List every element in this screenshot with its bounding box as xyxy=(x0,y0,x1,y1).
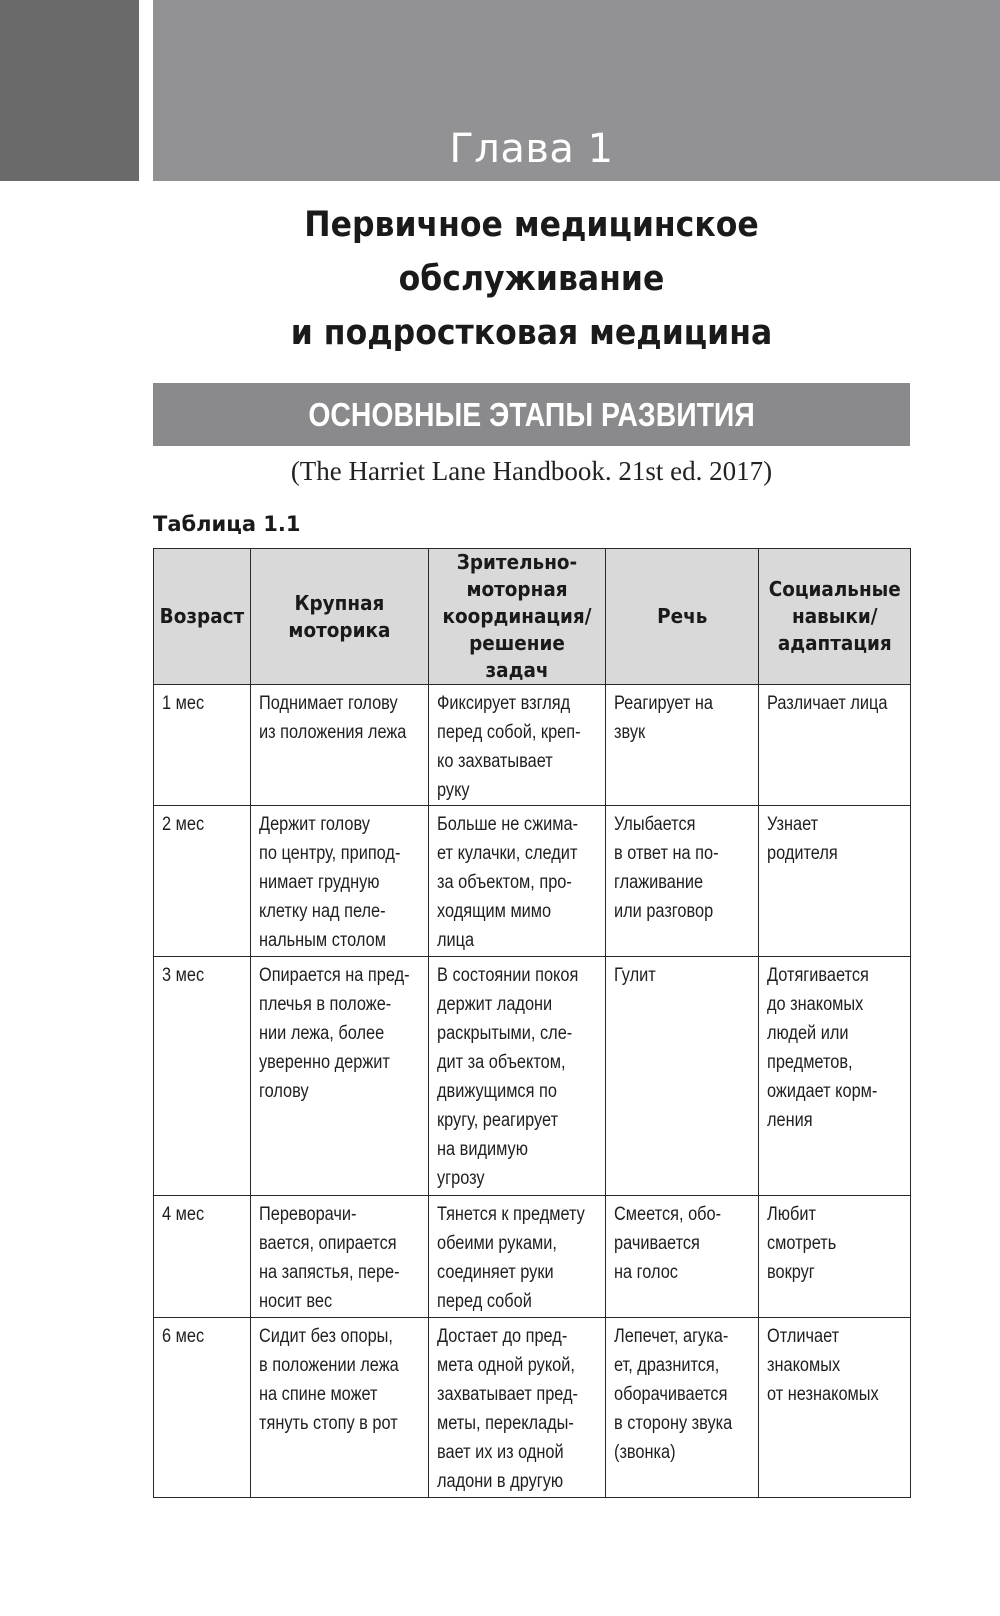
cell-speech xyxy=(606,806,759,957)
section-heading: ОСНОВНЫЕ ЭТАПЫ РАЗВИТИЯ xyxy=(308,395,755,433)
cell-text: Поднимает голову из положения лежа xyxy=(259,693,407,743)
cell-social xyxy=(759,806,911,957)
cell-text: 2 мес xyxy=(162,814,205,835)
chapter-title xyxy=(191,198,872,360)
table-row xyxy=(154,806,911,957)
header-speech-text: Речь xyxy=(656,604,708,628)
cell-text: Дотягивается до знакомых людей или предметов, ожидает корм- ления xyxy=(767,965,878,1131)
cell-text: Больше не сжима- ет кулачки, следит за объектом, про- ходящим мимо лица xyxy=(437,814,579,951)
cell-text: 3 мес xyxy=(162,965,205,986)
cell-gross-motor xyxy=(251,685,429,806)
header-age-text: Возраст xyxy=(159,604,245,628)
cell-age xyxy=(154,685,251,806)
chapter-title-line-1: Первичное медицинское обслуживание xyxy=(304,205,759,299)
header-visual-motor xyxy=(429,549,606,685)
cell-text: Фиксирует взгляд перед собой, креп- ко захватывает руку xyxy=(437,693,581,801)
cell-visual-motor xyxy=(429,1196,606,1318)
cell-speech xyxy=(606,957,759,1196)
cell-text: Смеется, обо- рачивается на голос xyxy=(614,1204,722,1283)
cell-visual-motor xyxy=(429,806,606,957)
header-gross-motor-text: Крупная моторика xyxy=(288,590,391,642)
cell-gross-motor xyxy=(251,1318,429,1498)
cell-age xyxy=(154,806,251,957)
cell-age xyxy=(154,1196,251,1318)
cell-age xyxy=(154,957,251,1196)
cell-social xyxy=(759,957,911,1196)
cell-visual-motor xyxy=(429,1318,606,1498)
source-citation: (The Harriet Lane Handbook. 21st ed. 2017) xyxy=(290,456,773,486)
cell-gross-motor xyxy=(251,806,429,957)
cell-gross-motor xyxy=(251,957,429,1196)
cell-text: Сидит без опоры, в положении лежа на спине может тянуть стопу в рот xyxy=(259,1326,399,1434)
cell-text: 1 мес xyxy=(162,693,205,714)
cell-text: Держит голову по центру, припод- нимает грудную клетку над пеле- нальным столом xyxy=(259,814,401,951)
cell-text: Любит смотреть вокруг xyxy=(767,1204,837,1283)
cell-social xyxy=(759,1318,911,1498)
cell-age xyxy=(154,1318,251,1498)
cell-text: Узнает родителя xyxy=(767,814,838,864)
table-label: Таблица 1.1 xyxy=(153,512,301,536)
chapter-label: Глава 1 xyxy=(449,126,614,172)
cell-text: Гулит xyxy=(614,965,656,986)
cell-text: Лепечет, агука- ет, дразнится, оборачивается в сторону звука (звонка) xyxy=(614,1326,733,1463)
header-age xyxy=(154,549,251,685)
cell-text: Улыбается в ответ на по- глаживание или разговор xyxy=(614,814,719,922)
cell-visual-motor xyxy=(429,957,606,1196)
chapter-title-line-2: и подростковая медицина xyxy=(290,313,773,353)
chapter-tab-block xyxy=(0,0,139,181)
header-social xyxy=(759,549,911,685)
cell-text: Опирается на пред- плечья в положе- нии лежа, более уверенно держит голову xyxy=(259,965,410,1102)
header-gross-motor xyxy=(251,549,429,685)
header-social-text: Социальные навыки/ адаптация xyxy=(768,577,901,655)
table-header-row xyxy=(154,549,911,685)
development-milestones-table xyxy=(153,548,911,1498)
cell-speech xyxy=(606,1318,759,1498)
cell-gross-motor xyxy=(251,1196,429,1318)
cell-visual-motor xyxy=(429,685,606,806)
cell-social xyxy=(759,685,911,806)
cell-social xyxy=(759,1196,911,1318)
table-row xyxy=(154,1318,911,1498)
cell-text: В состоянии покоя держит ладони раскрытыми, сле- дит за объектом, движущимся по кругу, реагирует на видимую угрозу xyxy=(437,965,579,1189)
cell-text: 4 мес xyxy=(162,1204,205,1225)
cell-text: Достает до пред- мета одной рукой, захватывает пред- меты, переклады- вает их из одной ладони в другую xyxy=(437,1326,578,1492)
section-heading-bar xyxy=(153,383,910,446)
cell-text: Реагирует на звук xyxy=(614,693,714,743)
table-row xyxy=(154,1196,911,1318)
cell-text: Тянется к предмету обеими руками, соединяет руки перед собой xyxy=(437,1204,585,1312)
cell-text: 6 мес xyxy=(162,1326,205,1347)
cell-text: Различает лица xyxy=(767,693,888,714)
cell-speech xyxy=(606,685,759,806)
cell-text: Переворачи- вается, опирается на запястья, пере- носит вес xyxy=(259,1204,400,1312)
cell-speech xyxy=(606,1196,759,1318)
cell-text: Отличает знакомых от незнакомых xyxy=(767,1326,879,1405)
table-row xyxy=(154,957,911,1196)
header-speech xyxy=(606,549,759,685)
header-visual-motor-text: Зрительно- моторная координация/ решение задач xyxy=(442,550,592,682)
table-row xyxy=(154,685,911,806)
